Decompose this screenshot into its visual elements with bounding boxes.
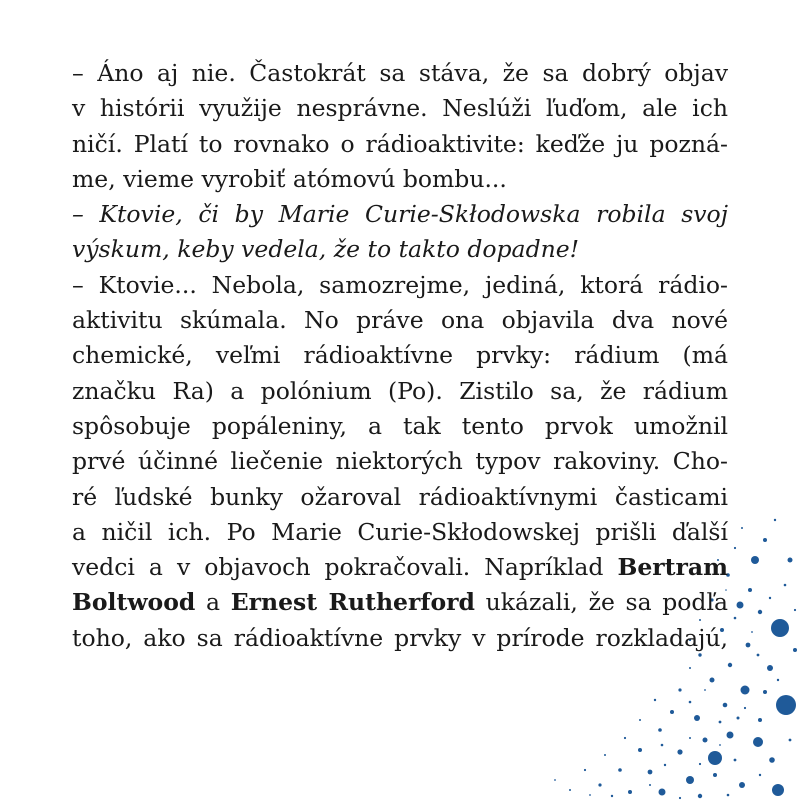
text-line [72,550,728,585]
text-line: ré ľudské bunky ožaroval rádioaktívnymi časticami [72,482,728,511]
text-line: – Ktovie... Nebola, samozrejme, jediná, ktorá rádio- [72,270,728,299]
text-segment: ukázali, že sa podľa [474,588,729,617]
text-line: a ničil ich. Po Marie Curie-Skłodowskej prišli ďalší [72,517,728,546]
text-line: značku Ra) a polónium (Po). Zistilo sa, že rádium [72,376,728,405]
bold-name-rutherford: Ernest Rutherford [230,588,475,617]
text-line-italic: – Ktovie, či by Marie Curie-Skłodowska robila svoj [72,200,728,229]
text-line: v histórii využije nesprávne. Neslúži ľuďom, ale ich [72,94,728,123]
text-line-italic: výskum, keby vedela, že to takto dopadne! [72,235,580,264]
text-line: spôsobuje popáleniny, a tak tento prvok umožnil [72,411,728,440]
text-segment: a [195,588,231,617]
text-line: ničí. Platí to rovnako o rádioaktivite: keďže ju pozná- [72,129,728,158]
bold-name-boltwood: Boltwood [72,588,196,617]
text-line: – Áno aj nie. Častokrát sa stáva, že sa dobrý objav [72,59,728,87]
text-line: me, vieme vyrobiť atómovú bombu... [72,164,507,193]
bold-name-bertram: Bertram [617,553,728,582]
text-segment: vedci a v objavoch pokračovali. Napríklad [72,553,618,582]
text-line: toho, ako sa rádioaktívne prvky v prírode rozkladajú, [72,623,728,652]
text-line: prvé účinné liečenie niektorých typov rakoviny. Cho- [72,447,728,476]
text-line: chemické, veľmi rádioaktívne prvky: rádium (má [72,341,728,370]
text-line: aktivitu skúmala. No práve ona objavila dva nové [72,306,728,335]
article-text [72,56,732,656]
text-line [72,585,728,620]
